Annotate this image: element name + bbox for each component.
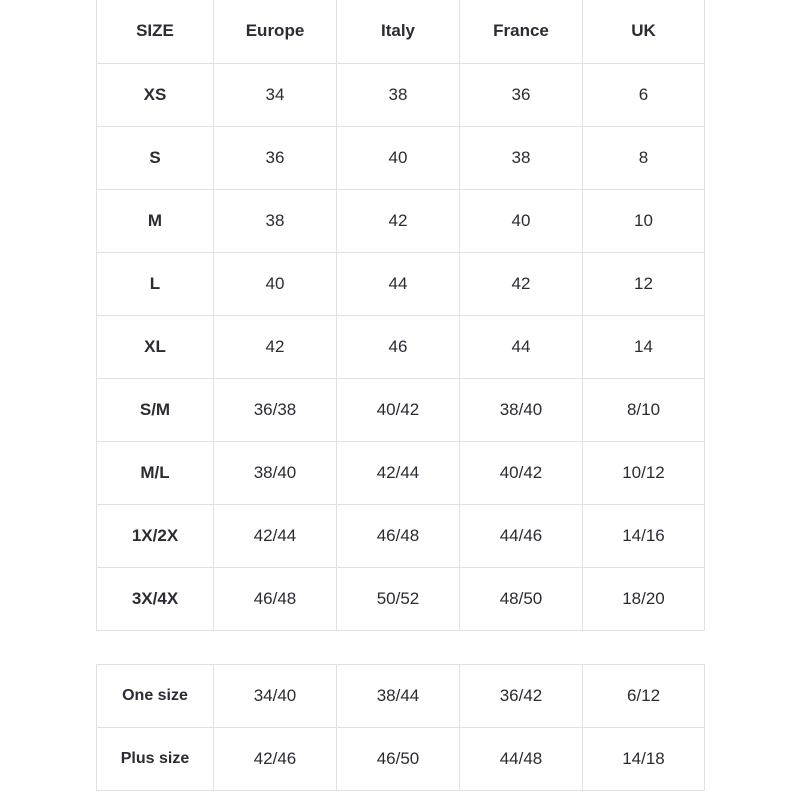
column-header-italy: Italy (337, 0, 460, 63)
cell-uk: 14 (583, 315, 705, 378)
cell-italy: 46/50 (337, 728, 460, 791)
special-sizes-table (96, 664, 705, 791)
table-row (97, 126, 705, 189)
table-row (97, 189, 705, 252)
cell-france: 40/42 (460, 441, 583, 504)
cell-italy: 46/48 (337, 504, 460, 567)
row-label: XS (97, 63, 214, 126)
cell-europe: 36 (214, 126, 337, 189)
table-row (97, 504, 705, 567)
table-row (97, 728, 705, 791)
row-label: L (97, 252, 214, 315)
table-row (97, 252, 705, 315)
cell-france: 44 (460, 315, 583, 378)
cell-uk: 18/20 (583, 567, 705, 630)
cell-italy: 42/44 (337, 441, 460, 504)
column-header-france: France (460, 0, 583, 63)
table-row (97, 665, 705, 728)
row-label: 1X/2X (97, 504, 214, 567)
row-label: M/L (97, 441, 214, 504)
cell-uk: 8 (583, 126, 705, 189)
table-header-row (97, 0, 705, 63)
row-label: 3X/4X (97, 567, 214, 630)
cell-france: 40 (460, 189, 583, 252)
cell-uk: 8/10 (583, 378, 705, 441)
cell-uk: 12 (583, 252, 705, 315)
cell-france: 44/48 (460, 728, 583, 791)
cell-france: 38/40 (460, 378, 583, 441)
special-sizes-table-container (96, 664, 704, 791)
table-row (97, 567, 705, 630)
size-conversion-table (96, 0, 705, 631)
cell-italy: 44 (337, 252, 460, 315)
cell-europe: 36/38 (214, 378, 337, 441)
table-header (97, 0, 705, 63)
cell-europe: 38 (214, 189, 337, 252)
table-body (97, 63, 705, 630)
cell-europe: 42 (214, 315, 337, 378)
table-row (97, 378, 705, 441)
row-label: Plus size (97, 728, 214, 791)
cell-europe: 42/44 (214, 504, 337, 567)
cell-europe: 38/40 (214, 441, 337, 504)
cell-italy: 40 (337, 126, 460, 189)
cell-france: 36 (460, 63, 583, 126)
row-label: XL (97, 315, 214, 378)
column-header-size: SIZE (97, 0, 214, 63)
cell-uk: 10 (583, 189, 705, 252)
cell-france: 48/50 (460, 567, 583, 630)
cell-france: 36/42 (460, 665, 583, 728)
row-label: S (97, 126, 214, 189)
cell-europe: 46/48 (214, 567, 337, 630)
cell-italy: 42 (337, 189, 460, 252)
cell-italy: 50/52 (337, 567, 460, 630)
size-conversion-table-container (96, 0, 704, 631)
cell-europe: 34/40 (214, 665, 337, 728)
cell-italy: 38/44 (337, 665, 460, 728)
column-header-uk: UK (583, 0, 705, 63)
cell-italy: 38 (337, 63, 460, 126)
cell-uk: 14/16 (583, 504, 705, 567)
row-label: One size (97, 665, 214, 728)
table-row (97, 315, 705, 378)
row-label: M (97, 189, 214, 252)
table-row (97, 441, 705, 504)
cell-italy: 46 (337, 315, 460, 378)
cell-uk: 10/12 (583, 441, 705, 504)
cell-europe: 40 (214, 252, 337, 315)
column-header-europe: Europe (214, 0, 337, 63)
row-label: S/M (97, 378, 214, 441)
cell-uk: 6/12 (583, 665, 705, 728)
cell-uk: 14/18 (583, 728, 705, 791)
cell-europe: 34 (214, 63, 337, 126)
cell-france: 38 (460, 126, 583, 189)
cell-france: 42 (460, 252, 583, 315)
cell-europe: 42/46 (214, 728, 337, 791)
cell-uk: 6 (583, 63, 705, 126)
table-body (97, 665, 705, 791)
cell-italy: 40/42 (337, 378, 460, 441)
cell-france: 44/46 (460, 504, 583, 567)
table-row (97, 63, 705, 126)
